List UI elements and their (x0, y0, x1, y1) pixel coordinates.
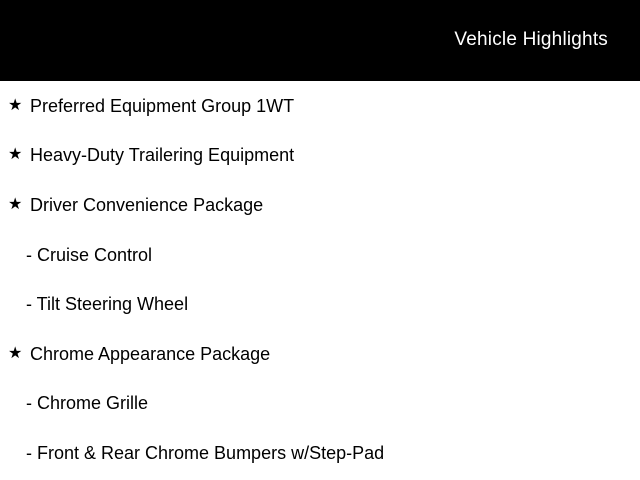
list-sub-item (0, 428, 640, 478)
star-icon: ★ (8, 344, 23, 362)
list-item (0, 131, 640, 181)
star-icon: ★ (8, 146, 23, 164)
list-sub-item-label: - Cruise Control (26, 244, 153, 265)
header-bar (0, 0, 640, 81)
highlights-list (0, 81, 640, 480)
list-sub-item-label: - Chrome Grille (26, 393, 149, 414)
star-icon: ★ (8, 195, 23, 213)
list-sub-item-label: - Tilt Steering Wheel (26, 294, 189, 315)
list-sub-item-label: - Front & Rear Chrome Bumpers w/Step-Pad (26, 442, 385, 463)
list-item (0, 81, 640, 131)
list-item-label: Driver Convenience Package (30, 194, 264, 215)
list-item-label: Heavy-Duty Trailering Equipment (30, 145, 295, 166)
list-sub-item (0, 279, 640, 329)
list-item (0, 329, 640, 379)
list-item-label: Preferred Equipment Group 1WT (30, 95, 295, 116)
star-icon: ★ (8, 96, 23, 114)
page-title: Vehicle Highlights (454, 29, 608, 50)
list-sub-item (0, 379, 640, 429)
list-sub-item (0, 230, 640, 280)
list-item-label: Chrome Appearance Package (30, 343, 271, 364)
list-item (0, 180, 640, 230)
